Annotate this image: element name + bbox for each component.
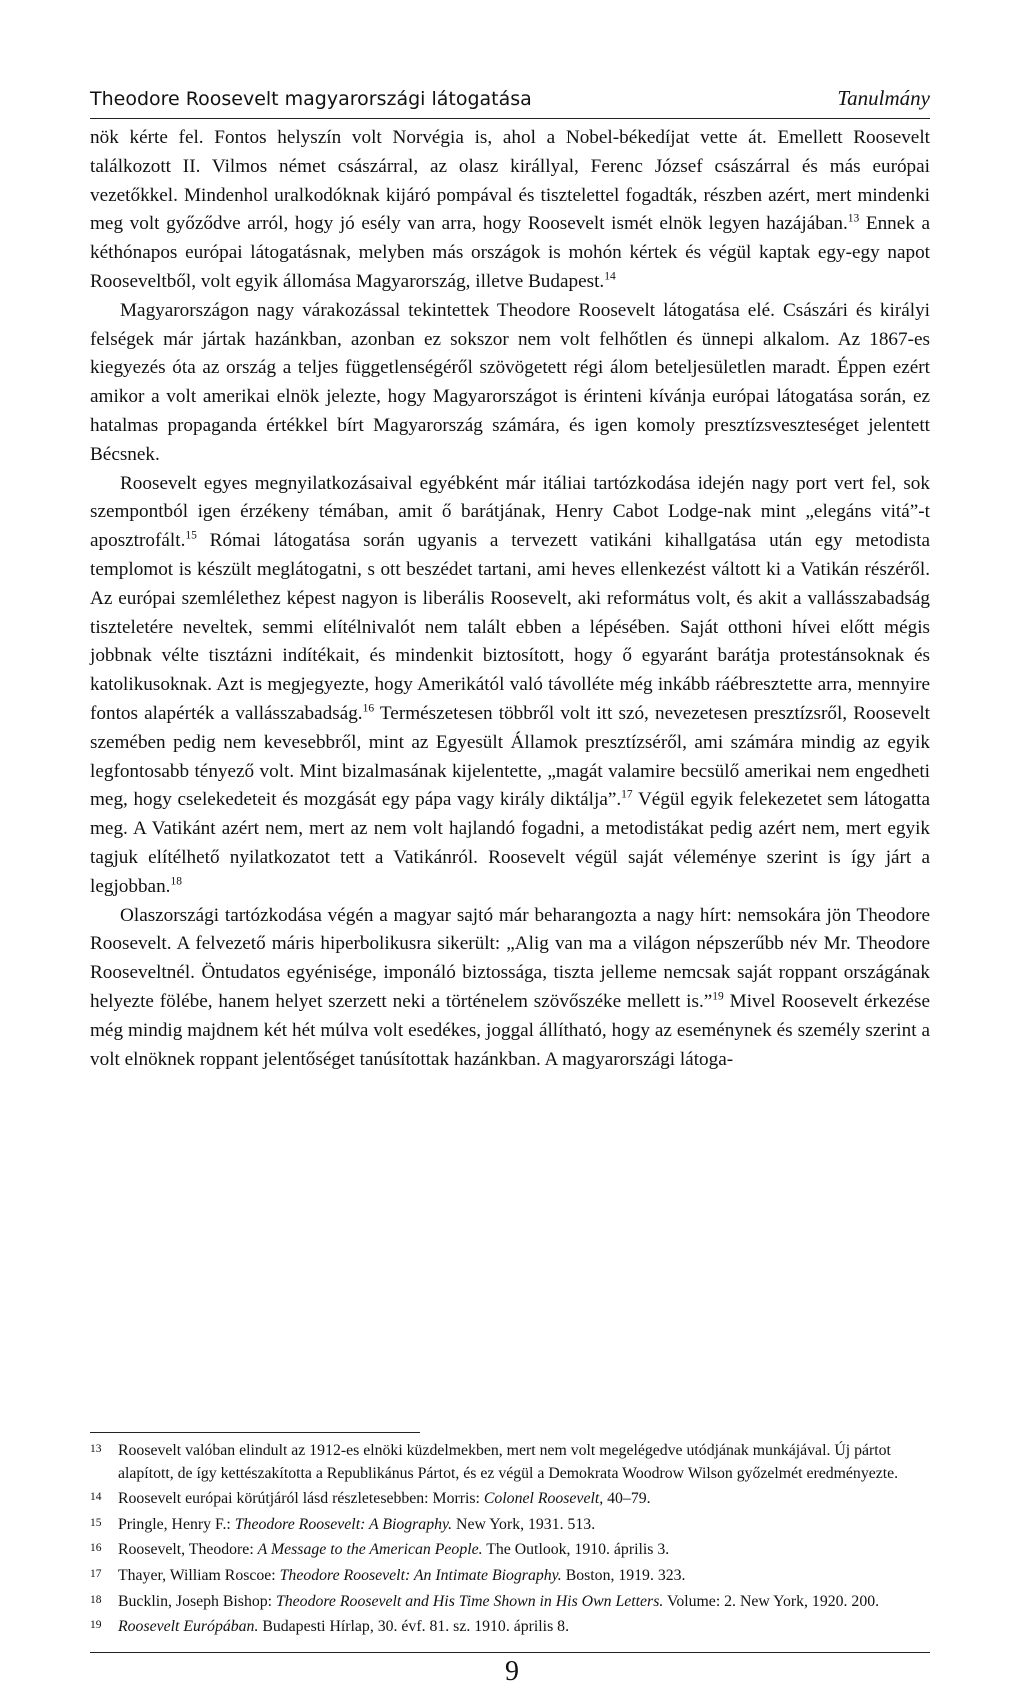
footnote bbox=[90, 1565, 930, 1588]
page-number: 9 bbox=[505, 1656, 519, 1687]
text-run: Roosevelt valóban elindult az 1912-es elnöki küzdelmekben, mert nem volt megelégedve utódjának munkájával. Új pártot alapított, de így kettészakította a Republikánus Pártot, és ez végül a Demokrata Woodrow Wilson győzelmét eredményezte. bbox=[118, 1442, 899, 1482]
footnote-number: 18 bbox=[90, 1593, 102, 1606]
text-run: Mivel Roosevelt érkezése még mindig majdnem két hét múlva volt esedékes, joggal állítható, hogy az eseménynek és személy szerint a volt elnöknek roppant jelentőséget tanúsítottak hazánkban. A magyarországi látoga- bbox=[90, 990, 931, 1070]
footnote-text bbox=[118, 1591, 930, 1614]
footnote-text bbox=[118, 1514, 930, 1537]
text-run: Pringle, Henry F.: bbox=[118, 1515, 235, 1533]
text-run: Boston, 1919. 323. bbox=[561, 1566, 686, 1584]
footnote-number: 19 bbox=[90, 1619, 102, 1632]
footnote-text bbox=[118, 1539, 930, 1562]
header-section: Tanulmány bbox=[837, 86, 930, 110]
text-run: Természetesen többről volt itt szó, nevezetesen presztízsről, Roosevelt szemében pedig nem kevesebbről, mint az Egyesült Államok presztízséről, ami számára mindig az egyik legfontosabb tényező volt. Mint bizalmasának kijelentette, „magát valamire becsülő amerikai nem engedheti meg, hogy cselekedeteit és mozgását egy pápa vagy király diktálja”. bbox=[90, 702, 930, 811]
paragraph bbox=[90, 124, 930, 297]
footnote bbox=[90, 1539, 930, 1562]
footnote-ref: 19 bbox=[712, 990, 724, 1003]
text-run: nök kérte fel. Fontos helyszín volt Norvégia is, ahol a Nobel-békedíjat vette át. Emellett Roosevelt találkozott II. Vilmos német császárral, az olasz királlyal, Ferenc József császárral és más európai vezetőkkel. Mindenhol uralkodóknak kijáró pompával és tisztelettel fogadták, részben azért, mert mindenki meg volt győződve arról, hogy jó esély van arra, hogy Roosevelt ismét elnök legyen hazájában. bbox=[90, 127, 930, 235]
footnote-ref: 15 bbox=[185, 529, 197, 542]
text-run: Volume: 2. New York, 1920. 200. bbox=[663, 1592, 880, 1610]
footnote-text bbox=[118, 1440, 930, 1485]
text-run: Bucklin, Joseph Bishop: bbox=[118, 1592, 276, 1610]
footnote-number: 13 bbox=[90, 1443, 102, 1455]
text-run: 40–79. bbox=[603, 1490, 651, 1508]
text-run: Budapesti Hírlap, 30. évf. 81. sz. 1910. április 8. bbox=[258, 1618, 570, 1636]
paragraph bbox=[90, 297, 930, 470]
footnote bbox=[90, 1488, 930, 1511]
paragraph bbox=[90, 470, 930, 902]
text-run: Ennek a kéthónapos európai látogatásnak, melyben más országok is mohón kértek és végül kaptak egy-egy napot Rooseveltből, volt egyik állomása Magyarország, illetve Budapest. bbox=[90, 213, 930, 292]
italic-title: Theodore Roosevelt: An Intimate Biography. bbox=[279, 1566, 562, 1584]
italic-title: A Message to the American People. bbox=[257, 1541, 483, 1559]
footnote-separator bbox=[90, 1432, 420, 1433]
paragraph bbox=[90, 902, 930, 1075]
footnote-ref: 16 bbox=[362, 702, 375, 715]
footnote-text bbox=[118, 1488, 930, 1511]
text-run: Roosevelt, Theodore: bbox=[118, 1541, 258, 1559]
text-run: Végül egyik felekezetet sem látogatta meg. A Vatikánt azért nem, mert az nem volt hajlandó fogadni, a metodistákat pedig azért nem, mert egyik tagjuk elítélhető nyilatkozatot tett a Vatikánról. Roosevelt végül saját véleménye szerint is így járt a legjobban. bbox=[90, 789, 931, 897]
text-run: Thayer, William Roscoe: bbox=[118, 1566, 280, 1584]
footnote bbox=[90, 1616, 930, 1639]
footnote-ref: 14 bbox=[604, 270, 616, 283]
text-run: Roosevelt európai körútjáról lásd részletesebben: Morris: bbox=[118, 1490, 484, 1508]
footnote-ref: 13 bbox=[847, 213, 860, 225]
text-run: Magyarországon nagy várakozással tekintettek Theodore Roosevelt látogatása elé. Császári és királyi felségek már jártak hazánkban, azonban ez sokszor nem volt felhőtlen és ünnepi alkalom. Az 1867-es kiegyezés óta az ország a teljes függetlenségéről szövögetett régi álom beteljesületlen maradt. Éppen ezért amikor a volt amerikai elnök jelezte, hogy Magyarországot is érinteni kívánja európai látogatása során, ez hatalmas propaganda értékkel bírt Magyarország számára, és igen komoly presztízsveszteséget jelentett Bécsnek. bbox=[90, 299, 930, 465]
footnote bbox=[90, 1440, 930, 1485]
footnote-number: 14 bbox=[90, 1491, 102, 1504]
text-run: Római látogatása során ugyanis a tervezett vatikáni kihallgatása után egy metodista templomot is készült meglátogatni, s ott beszédet tartani, ami heves ellenkezést váltott ki a Vatikán részéről. Az európai szemlélethez képest nagyon is liberális Roosevelt, aki református volt, és akit a vallásszabadság tiszteletére neveltek, semmi elítélnivalót nem talált ebben a lépésében. Saját otthoni hívei előtt mégis jobbnak vélte tisztázni indítékait, és mindenkit biztosított, hogy ő egyaránt barátja protestánsoknak és katolikusoknak. Azt is megjegyezte, hogy Amerikától való távolléte még inkább ráébresztette arra, mennyire fontos alapérték a vallásszabadság. bbox=[90, 530, 930, 724]
italic-title: Roosevelt Európában. bbox=[118, 1618, 259, 1636]
footnote-text bbox=[118, 1616, 930, 1639]
footnote-number: 15 bbox=[90, 1516, 102, 1529]
body-text bbox=[90, 124, 930, 1074]
footnote bbox=[90, 1514, 930, 1537]
text-run: New York, 1931. 513. bbox=[452, 1515, 596, 1533]
italic-title: Colonel Roosevelt, bbox=[483, 1490, 604, 1508]
italic-title: Theodore Roosevelt and His Time Shown in His Own Letters. bbox=[275, 1592, 664, 1610]
footnote-number: 17 bbox=[90, 1567, 102, 1580]
footnotes bbox=[90, 1440, 930, 1642]
header-title: Theodore Roosevelt magyarországi látogatása bbox=[90, 88, 532, 110]
italic-title: Theodore Roosevelt: A Biography. bbox=[234, 1515, 453, 1533]
footnote-text bbox=[118, 1565, 930, 1588]
footnote bbox=[90, 1591, 930, 1614]
text-run: The Outlook, 1910. április 3. bbox=[482, 1541, 670, 1559]
footnote-ref: 18 bbox=[170, 875, 182, 888]
text-run: Olaszországi tartózkodása végén a magyar sajtó már beharangozta a nagy hírt: nemsokára jön Theodore Roosevelt. A felvezető máris hiperbolikusra sikerült: „Alig van ma a világon népszerűbb név Mr. Theodore Rooseveltnél. Öntudatos egyénisége, imponáló biztossága, tiszta jelleme nemcsak saját roppant országának helyezte fölébe, hanem helyet szerzett neki a történelem szövőszéke mellett is.” bbox=[90, 904, 930, 1012]
text-run: Roosevelt egyes megnyilatkozásaival egyébként már itáliai tartózkodása idején nagy port vert fel, sok szempontból igen érzékeny témában, amit ő barátjának, Henry Cabot Lodge-nak mint „elegáns vitá”-t aposztrofált. bbox=[90, 472, 930, 552]
footnote-number: 16 bbox=[90, 1542, 102, 1555]
footer-rule bbox=[90, 1652, 930, 1653]
footnote-ref: 17 bbox=[621, 788, 633, 801]
running-header bbox=[90, 86, 930, 111]
header-rule bbox=[90, 118, 930, 119]
